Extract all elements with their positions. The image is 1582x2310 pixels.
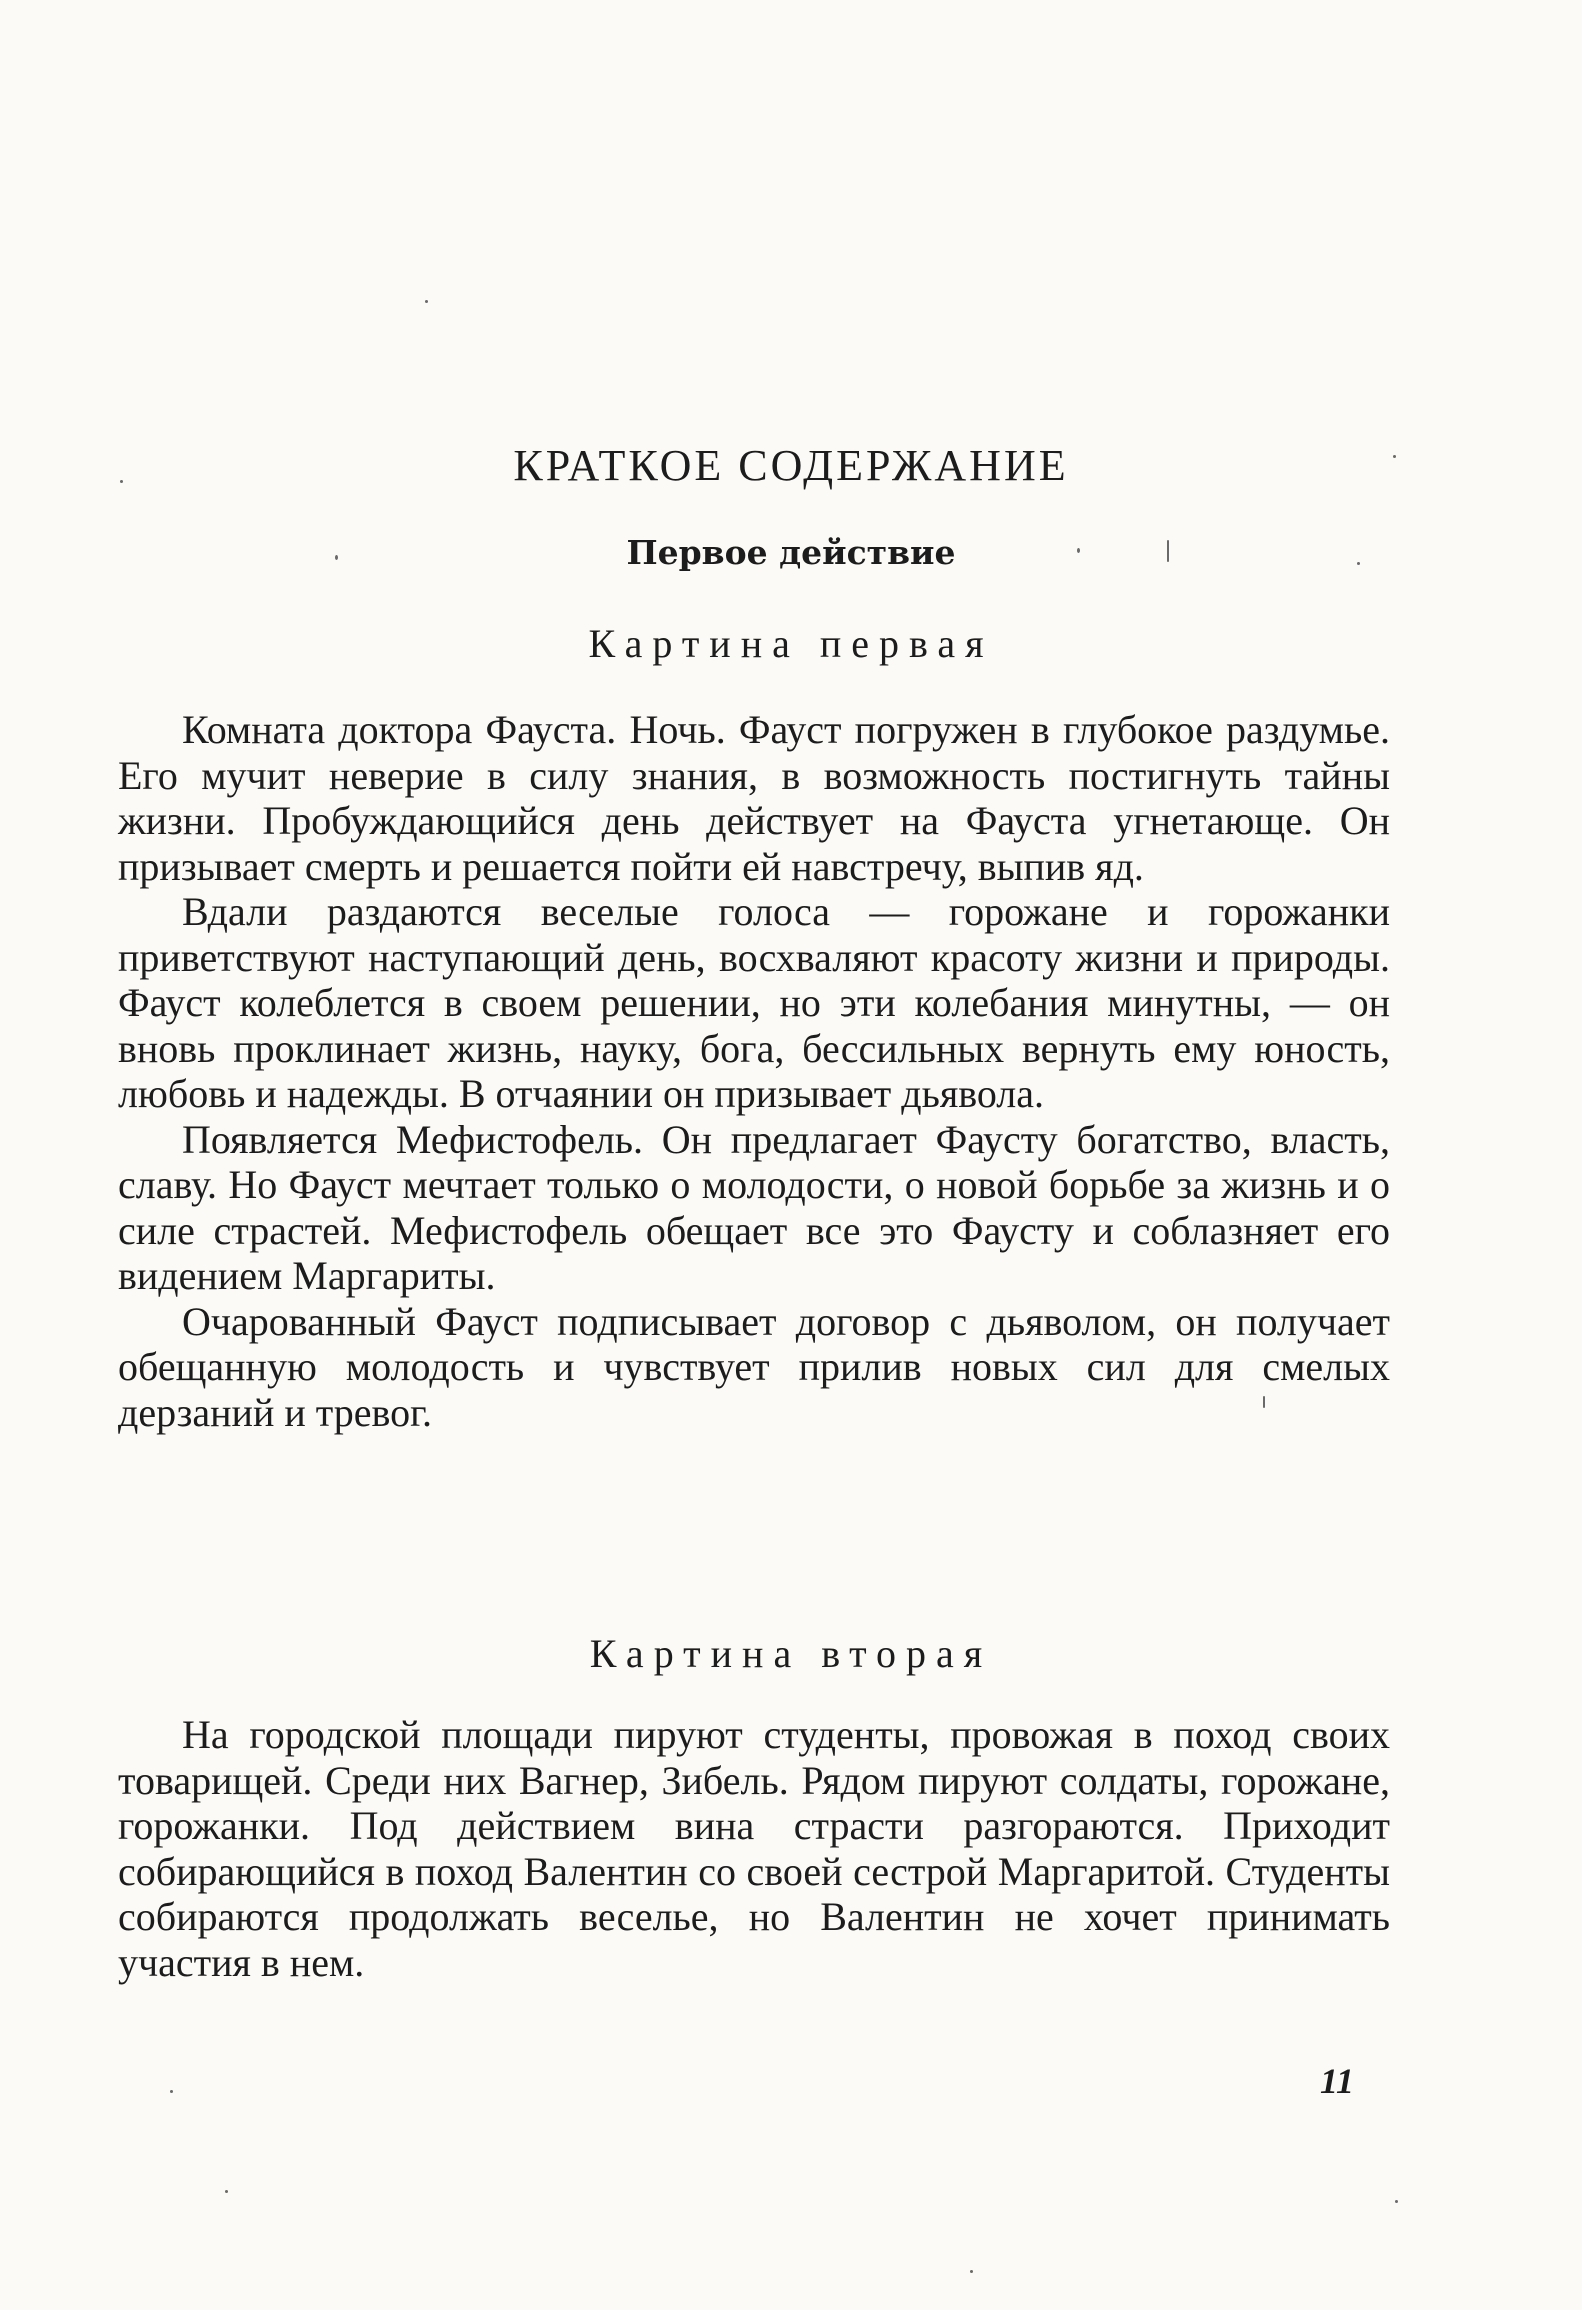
scan-speck [425,300,428,303]
act-title: Первое действие [626,533,956,572]
scan-speck [335,555,338,560]
scan-speck [120,480,123,483]
scene-second-text [118,1712,1390,1985]
scan-speck [1393,455,1396,458]
scan-speck [1167,540,1169,562]
scan-speck [225,2190,228,2193]
paragraph: Появляется Мефистофель. Он предлагает Фаусту богатство, власть, славу. Но Фауст мечтает только о молодости, о новой борьбе за жизнь и о силе страстей. Мефистофель обещает все это Фаусту и соблазняет его видением Маргариты. [118,1116,1390,1298]
scene-title-first: Картина первая [588,621,994,666]
scan-speck [1077,548,1080,553]
scene-first-text [118,707,1390,1435]
scan-speck [170,2090,173,2093]
paragraph: Очарованный Фауст подписывает договор с дьяволом, он получает обещанную молодость и чувствует прилив новых сил для смелых дерзаний и тревог. [118,1298,1390,1435]
scan-speck [1395,2200,1398,2203]
scan-speck [1357,562,1360,565]
scene-title-second: Картина вторая [589,1631,993,1676]
page-number: 11 [1320,2061,1355,2101]
paragraph: Вдали раздаются веселые голоса — горожане и горожанки приветствуют наступающий день, восхваляют красоту жизни и природы. Фауст колеблется в своем решении, но эти колебания минутны, — он вновь проклинает жизнь, науку, бога, бессильных вернуть ему юность, любовь и надежды. В отчаянии он призывает дьявола. [118,889,1390,1116]
section-title: КРАТКОЕ СОДЕРЖАНИЕ [513,441,1069,490]
paragraph: На городской площади пируют студенты, провожая в поход своих товарищей. Среди них Вагнер, Зибель. Рядом пируют солдаты, горожане, горожанки. Под действием вина страсти разгораются. Приходит собирающийся в поход Валентин со своей сестрой Маргаритой. Студенты собираются продолжать веселье, но Валентин не хочет принимать участия в нем. [118,1712,1390,1985]
scan-speck [1263,1396,1265,1408]
paragraph: Комната доктора Фауста. Ночь. Фауст погружен в глубокое раздумье. Его мучит неверие в силу знания, в возможность постигнуть тайны жизни. Пробуждающийся день действует на Фауста угнетающе. Он призывает смерть и решается пойти ей навстречу, выпив яд. [118,707,1390,889]
scan-speck [970,2270,973,2273]
